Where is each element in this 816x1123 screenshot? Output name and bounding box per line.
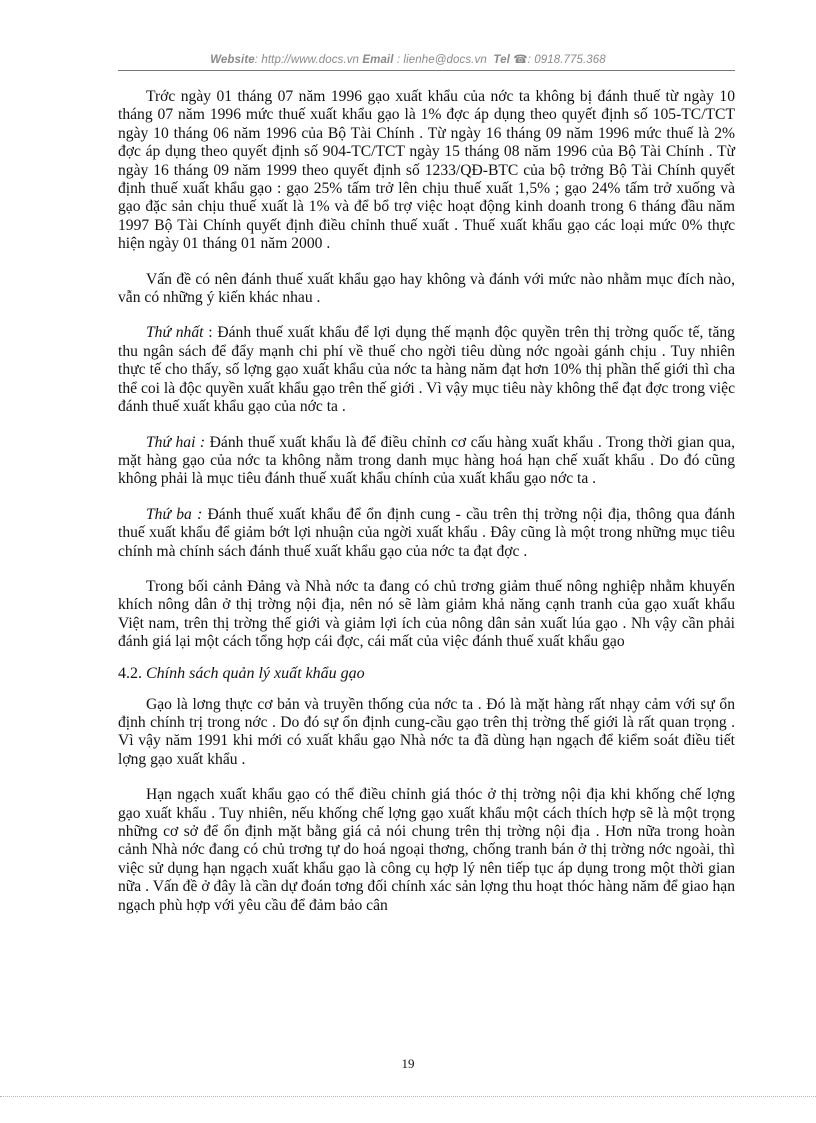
section-heading bbox=[118, 664, 735, 684]
paragraph-third-reason bbox=[118, 506, 735, 561]
paragraph-rice-staple: Gạo là lơng thực cơ bản và truyền thống của nớc ta . Đó là mặt hàng rất nhạy cảm với sự ổn định chính trị trong nớc . Do đó sự ổn định cung-cầu gạo trên thị trờng thế giới là rất quan trọng . Vì vậy năm 1991 khi mới có xuất khẩu gạo Nhà nớc ta đã dùng hạn ngạch để kiểm soát điều tiết lợng gạo xuất khẩu . bbox=[118, 695, 735, 768]
tel-label: Tel bbox=[493, 54, 510, 66]
paragraph-quota: Hạn ngạch xuất khẩu gạo có thể điều chỉnh giá thóc ở thị trờng nội địa khi khống chế lợng gạo xuất khẩu . Tuy nhiên, nếu khống chế lợng gạo xuất khẩu một cách thích hợp sẽ là một trọng những cơ sở để ổn định mặt bằng giá cả nói chung trên thị trờng nội địa . Hơn nữa trong hoàn cảnh Nhà nớc đang có chủ trơng tự do hoá ngoại thơng, chống tranh bán ở thị trờng nớc ngoài, thì việc sử dụng hạn ngạch xuất khẩu gạo là công cụ hợp lý nên tiếp tục áp dụng trong một thời gian nữa . Vấn đề ở đây là cần dự đoán tơng đối chính xác sản lợng thu hoạt thóc hàng năm để giao hạn ngạch phù hợp với yêu cầu để đảm bảo cân bbox=[118, 786, 735, 914]
website-label: Website bbox=[210, 54, 255, 66]
header-divider bbox=[118, 70, 735, 71]
third-reason-lead: Thứ ba : bbox=[146, 505, 203, 523]
email-value[interactable]: : lienhe@docs.vn bbox=[396, 54, 487, 66]
paragraph-context: Trong bối cảnh Đảng và Nhà nớc ta đang có chủ trơng giảm thuế nông nghiệp nhằm khuyến khích nông dân ở thị trờng nội địa, nên nó sẽ làm giảm khả năng cạnh tranh của gạo xuất khẩu Việt nam, trên thị trờng thế giới và giảm lợi ích của nông dân sản xuất lúa gạo . Nh vậy cần phải đánh giá lại một cách tổng hợp cái đợc, cái mất của việc đánh thuế xuất khẩu gạo bbox=[118, 577, 735, 651]
paragraph-first-reason bbox=[118, 324, 735, 416]
first-reason-lead: Thứ nhất bbox=[146, 324, 204, 342]
footer-divider bbox=[0, 1096, 816, 1097]
phone-icon: ☎ bbox=[513, 54, 528, 66]
email-label: Email bbox=[362, 54, 394, 66]
page-number: 19 bbox=[401, 1056, 415, 1071]
document-body bbox=[118, 88, 735, 915]
page-header bbox=[0, 52, 816, 66]
website-value[interactable]: : http://www.docs.vn bbox=[254, 54, 360, 66]
section-title: Chính sách quản lý xuất khẩu gạo bbox=[146, 664, 365, 682]
paragraph-tax-question: Vấn đề có nên đánh thuế xuất khẩu gạo hay không và đánh với mức nào nhằm mục đích nào, vẫn có những ý kiến khác nhau . bbox=[118, 270, 735, 307]
second-reason-lead: Thứ hai : bbox=[146, 433, 206, 451]
third-reason-text: Đánh thuế xuất khẩu để ổn định cung - cầu trên thị trờng nội địa, thông qua đánh thuế xuất khẩu để giảm bớt lợi nhuận của ngời xuất khẩu . Đây cũng là một trong những mục tiêu chính mà chính sách đánh thuế xuất khẩu gạo của nớc ta đạt đợc . bbox=[118, 505, 735, 560]
tel-value: : 0918.775.368 bbox=[527, 54, 606, 66]
second-reason-text: Đánh thuế xuất khẩu là để điều chỉnh cơ cấu hàng xuất khẩu . Trong thời gian qua, mặt hàng gạo của nớc ta không nằm trong danh mục hàng hoá hạn chế xuất khẩu . Do đó cũng không phải là mục tiêu đánh thuế xuất khẩu chính của xuất khẩu gạo nớc ta . bbox=[118, 433, 736, 488]
first-reason-text: : Đánh thuế xuất khẩu để lợi dụng thế mạnh độc quyền trên thị trờng quốc tế, tăng thu ngân sách để đẩy mạnh chi phí về thuế cho ngời tiêu dùng nớc ngoài gánh chịu . Tuy nhiên thực tế cho thấy, số lợng gạo xuất khẩu của nớc ta hàng năm đạt hơn 10% thị phần thế giới thì cha thể coi là độc quyền xuất khẩu gạo trên thế giới . Vì vậy mục tiêu này không thể đạt đợc trong việc đánh thuế xuất khẩu gạo của nớc ta . bbox=[118, 324, 735, 416]
section-number: 4.2. bbox=[118, 664, 142, 682]
paragraph-export-tax-history: Trớc ngày 01 tháng 07 năm 1996 gạo xuất khẩu của nớc ta không bị đánh thuế từ ngày 10 tháng 07 năm 1996 mức thuế xuất khẩu gạo là 1% đợc áp dụng theo quyết định số 105-TC/TCT ngày 10 tháng 06 năm 1996 của Bộ Tài Chính . Từ ngày 16 tháng 09 năm 1996 mức thuế là 2% đợc áp dụng theo quyết định số 904-TC/TCT ngày 15 tháng 08 năm 1996 của Bộ Tài Chính . Từ ngày 16 tháng 09 năm 1999 theo quyết định số 1233/QĐ-BTC của bộ trởng Bộ Tài Chính quyết định thuế xuất khẩu gạo : gạo 25% tấm trở lên chịu thuế xuất 1,5% ; gạo 24% tấm trở xuống và gạo đặc sản chịu thuế xuất là 1% và để bổ trợ việc hoạt động kinh doanh trong 6 tháng đầu năm 1997 Bộ Tài Chính quyết định điều chỉnh thuế xuất . Thuế xuất khẩu gạo các loại mức 0% thực hiện ngày 01 tháng 01 năm 2000 . bbox=[118, 88, 735, 253]
paragraph-second-reason bbox=[118, 434, 735, 489]
